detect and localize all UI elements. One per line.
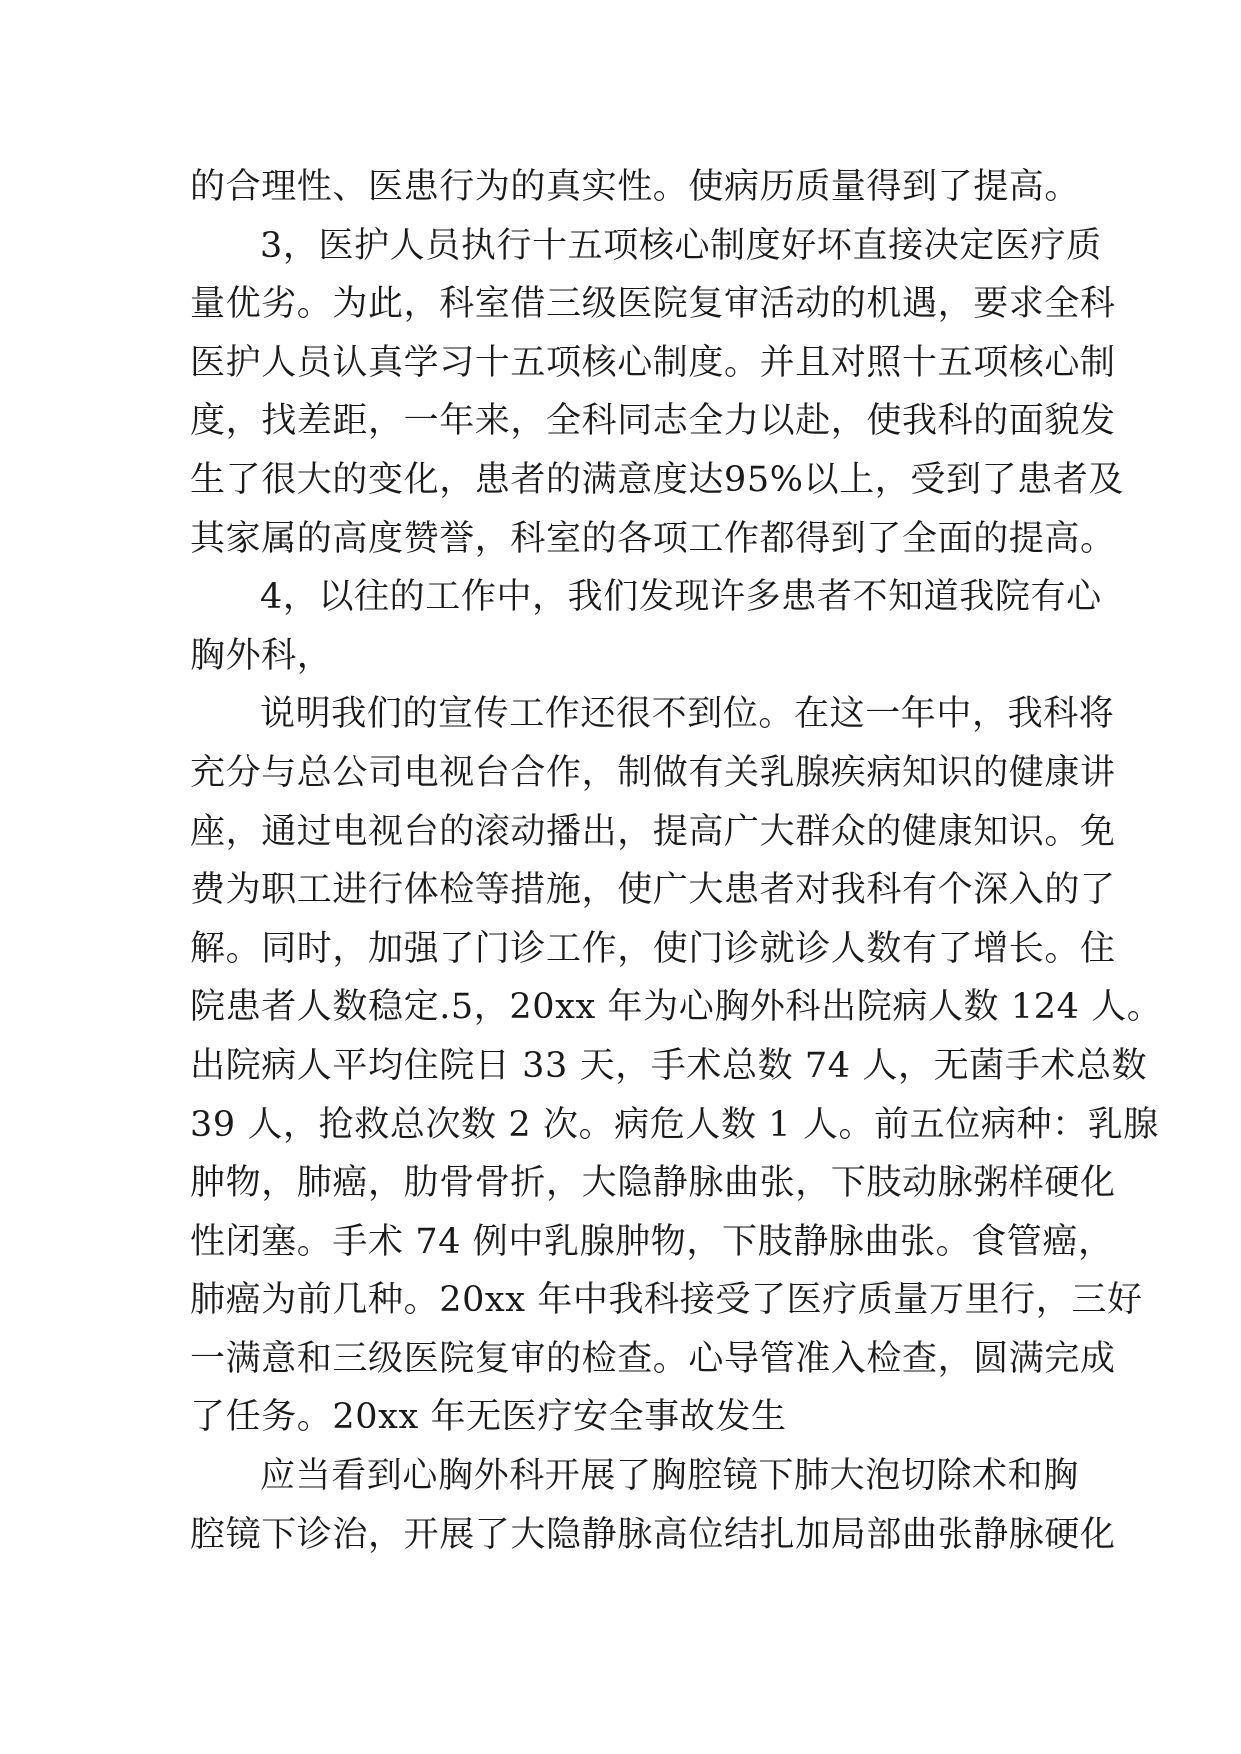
text-line: 了任务。20xx 年无医疗安全事故发生	[190, 1397, 787, 1438]
text-line: 座，通过电视台的滚动播出，提高广大群众的健康知识。免	[190, 811, 1116, 852]
text-line: 性闭塞。手术 74 例中乳腺肿物，下肢静脉曲张。食管癌，	[190, 1221, 1114, 1262]
text-line: 4，以往的工作中，我们发现许多患者不知道我院有心	[260, 577, 1102, 618]
text-line: 量优劣。为此，科室借三级医院复审活动的机遇，要求全科	[190, 284, 1116, 325]
body-text	[190, 158, 1163, 1564]
text-line: 肿物，肺癌，肋骨骨折，大隐静脉曲张，下肢动脉粥样硬化	[190, 1163, 1116, 1204]
text-line: 费为职工进行体检等措施，使广大患者对我科有个深入的了	[190, 870, 1116, 911]
text-line: 度，找差距，一年来，全科同志全力以赴，使我科的面貌发	[190, 401, 1116, 442]
text-line: 39 人，抢救总次数 2 次。病危人数 1 人。前五位病种：乳腺	[190, 1104, 1159, 1145]
text-line: 说明我们的宣传工作还很不到位。在这一年中，我科将	[260, 694, 1115, 735]
text-line: 3，医护人员执行十五项核心制度好坏直接决定医疗质	[260, 225, 1102, 266]
text-line: 腔镜下诊治，开展了大隐静脉高位结扎加局部曲张静脉硬化	[190, 1514, 1116, 1555]
text-line: 解。同时，加强了门诊工作，使门诊就诊人数有了增长。住	[190, 928, 1116, 969]
text-line: 一满意和三级医院复审的检查。心导管准入检查，圆满完成	[190, 1338, 1116, 1379]
text-line: 的合理性、医患行为的真实性。使病历质量得到了提高。	[190, 167, 1081, 207]
text-line: 院患者人数稳定.5，20xx 年为心胸外科出院病人数 124 人。	[190, 987, 1163, 1028]
text-line: 其家属的高度赞誉，科室的各项工作都得到了全面的提高。	[190, 518, 1116, 559]
text-line: 生了很大的变化，患者的满意度达95%以上，受到了患者及	[190, 459, 1124, 500]
text-line: 胸外科，	[190, 635, 333, 676]
text-line: 出院病人平均住院日 33 天，手术总数 74 人，无菌手术总数	[190, 1045, 1148, 1086]
text-line: 肺癌为前几种。20xx 年中我科接受了医疗质量万里行，三好	[190, 1280, 1143, 1321]
text-line: 应当看到心胸外科开展了胸腔镜下肺大泡切除术和胸	[260, 1456, 1079, 1497]
text-line: 充分与总公司电视台合作，制做有关乳腺疾病知识的健康讲	[190, 752, 1116, 793]
text-line: 医护人员认真学习十五项核心制度。并且对照十五项核心制	[190, 342, 1116, 383]
